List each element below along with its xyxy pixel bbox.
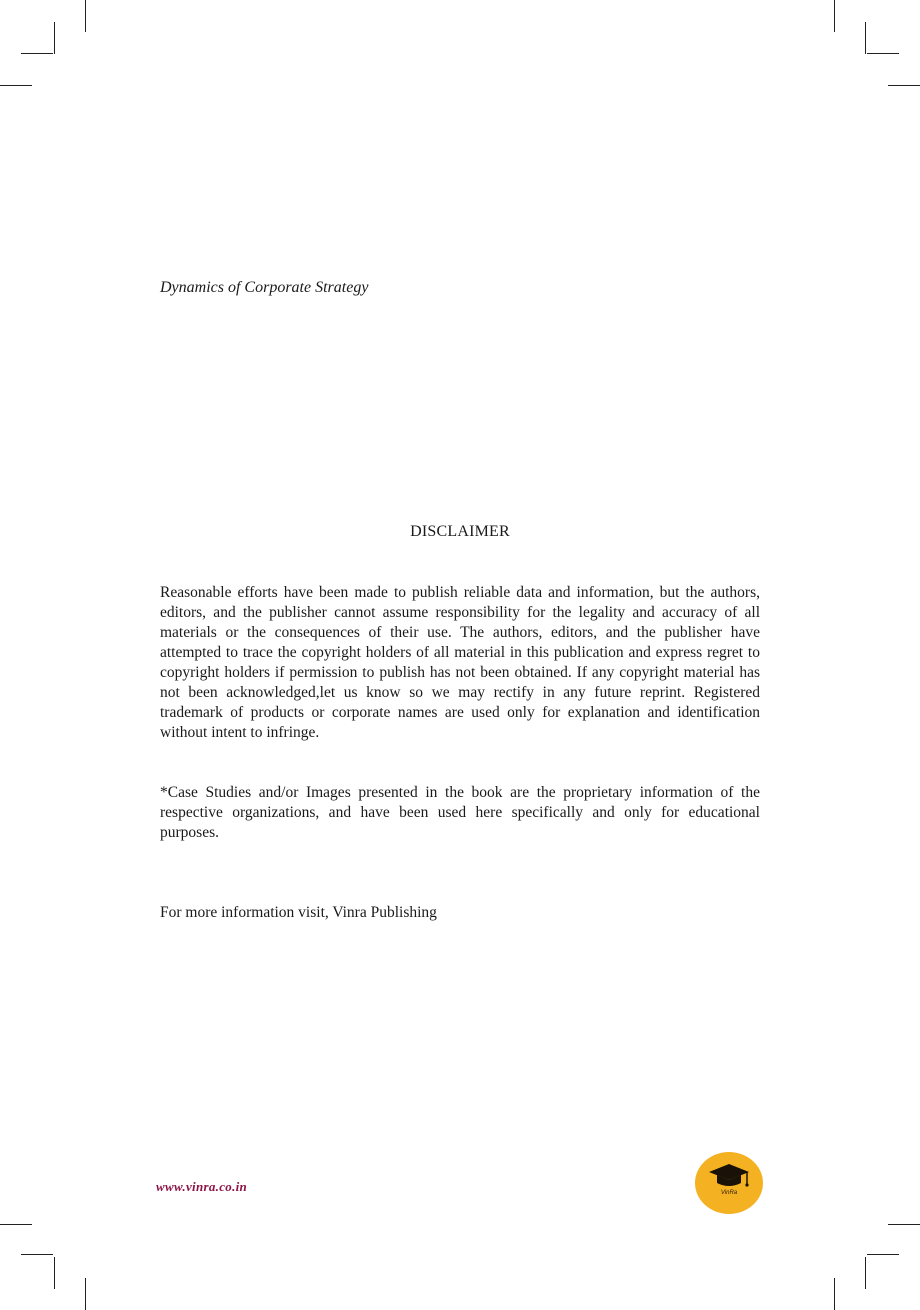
crop-mark [888,85,920,86]
crop-mark [865,22,866,54]
crop-mark [867,1254,899,1255]
crop-mark [85,0,86,32]
website-url[interactable]: www.vinra.co.in [156,1179,248,1194]
disclaimer-paragraph: Reasonable efforts have been made to publish reliable data and information, but the authors, editors, and the publisher cannot assume responsibility for the legality and accuracy of all materials or the consequences of their use. The authors, editors, and the publisher have attempted to trace the copyright holders of all material in this publication and express regret to copyright holders if permission to publish has not been obtained. If any copyright material has not been acknowledged,let us know so we may rectify in any future reprint. Registered trademark of products or corporate names are used only for explanation and identification without intent to infringe. [160,584,760,741]
crop-mark [834,0,835,32]
crop-mark [21,1254,53,1255]
case-studies-note: *Case Studies and/or Images presented in the book are the proprietary information of the respective organizations, and have been used here specifically and only for educational purposes. [160,784,760,841]
more-info-line: For more information visit, Vinra Publishing [160,904,437,921]
publisher-logo [695,1152,763,1214]
crop-mark [0,1224,32,1225]
crop-mark [0,85,32,86]
logo-text: VinRa [720,1190,738,1196]
disclaimer-heading: DISCLAIMER [410,523,510,540]
graduation-cap-icon [707,1162,751,1192]
crop-mark [54,22,55,54]
crop-mark [865,1257,866,1289]
crop-mark [867,53,899,54]
crop-mark [54,1257,55,1289]
crop-mark [888,1224,920,1225]
crop-mark [85,1278,86,1310]
crop-mark [21,53,53,54]
crop-mark [834,1278,835,1310]
book-title: Dynamics of Corporate Strategy [160,279,369,296]
